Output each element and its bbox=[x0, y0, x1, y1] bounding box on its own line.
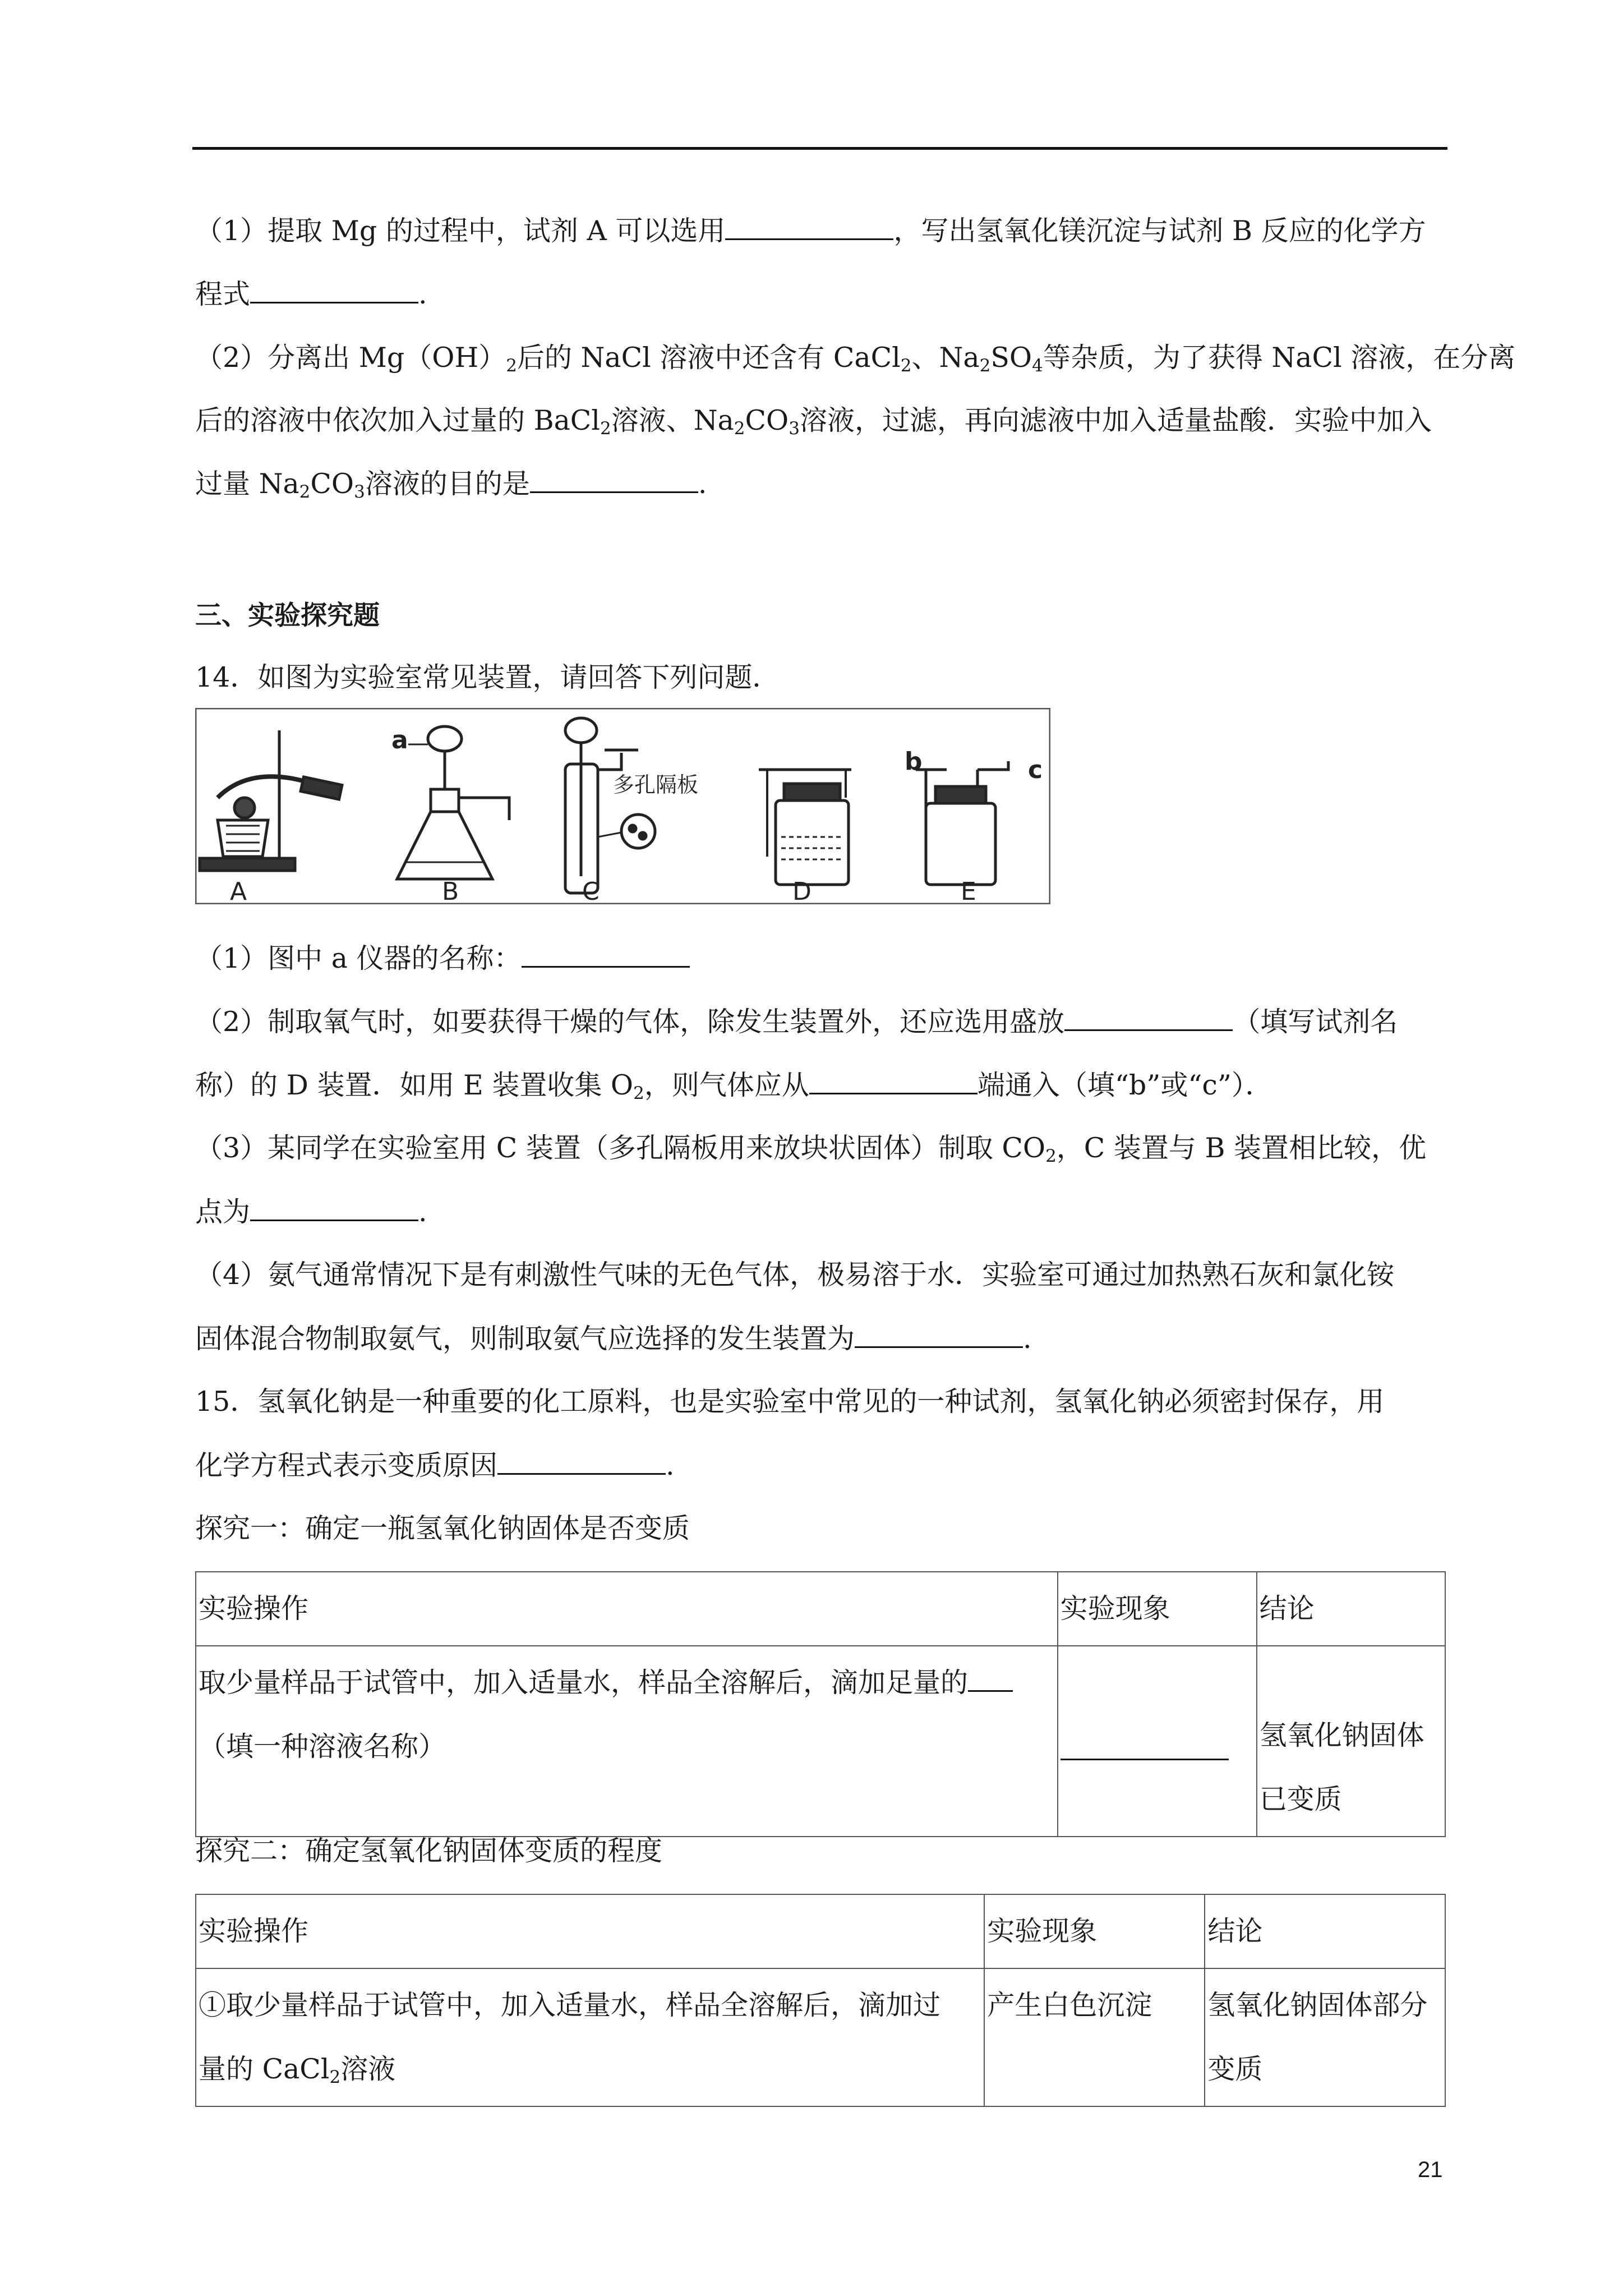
table-cell-phenomenon: 产生白色沉淀 bbox=[984, 1968, 1205, 2106]
q14-sub1: （1）图中 a 仪器的名称： bbox=[195, 941, 1449, 976]
table-header: 实验现象 bbox=[1058, 1572, 1257, 1646]
answer-blank[interactable] bbox=[530, 467, 698, 493]
explore1-title: 探究一：确定一瓶氢氧化钠固体是否变质 bbox=[195, 1512, 690, 1544]
apparatus-label: B bbox=[442, 877, 459, 904]
q15-stem-line1: 15．氢氧化钠是一种重要的化工原料，也是实验室中常见的一种试剂，氢氧化钠必须密封保存，用 bbox=[195, 1386, 1385, 1418]
q14-stem: 14．如图为实验室常见装置，请回答下列问题． bbox=[195, 661, 780, 693]
apparatus-label: A bbox=[230, 877, 247, 904]
table-header: 实验操作 bbox=[196, 1572, 1058, 1646]
answer-blank[interactable] bbox=[250, 277, 418, 303]
q15-stem-line2: 化学方程式表示变质原因 . bbox=[195, 1450, 675, 1481]
apparatus-label: C bbox=[582, 877, 600, 904]
table-header: 实验现象 bbox=[984, 1894, 1205, 1968]
table-cell-operation: 取少量样品于试管中，加入适量水，样品全溶解后，滴加足量的 （填一种溶液名称） bbox=[196, 1646, 1058, 1837]
apparatus-label: E bbox=[961, 877, 976, 904]
q13-part2-line2: 后的溶液中依次加入过量的 BaCl$_2$溶液、$Na_2CO_3$溶液，过滤，再向滤液中加入适量盐酸．实验中加入 bbox=[195, 404, 1432, 439]
answer-blank[interactable] bbox=[250, 1195, 418, 1221]
apparatus-figure bbox=[195, 708, 1050, 904]
q13-part1-line1: （1）提取 Mg 的过程中，试剂 A 可以选用 ，写出氢氧化镁沉淀与试剂 B 反应的化学方 bbox=[195, 215, 1426, 247]
explore2-title: 探究二：确定氢氧化钠固体变质的程度 bbox=[195, 1835, 663, 1867]
label-a: a bbox=[391, 726, 408, 754]
table-header: 实验操作 bbox=[196, 1894, 984, 1968]
q13-part2-line3: 过量 $Na_2CO_3$溶液的目的是 . bbox=[195, 468, 707, 502]
table-cell-conclusion: 氢氧化钠固体部分 变质 bbox=[1205, 1968, 1445, 2106]
answer-blank[interactable] bbox=[522, 941, 690, 968]
q13-part2-line1: （2）分离出 $Mg(OH)_2$后的 NaCl 溶液中还含有 CaCl$_2$、$Na_2SO_4$等杂质，为了获得 NaCl 溶液，在分离 bbox=[195, 342, 1516, 376]
label-b: b bbox=[905, 747, 923, 776]
q13-part1-line2: 程式 . bbox=[195, 278, 427, 310]
table-cell-conclusion: 氢氧化钠固体 已变质 bbox=[1257, 1646, 1445, 1837]
answer-blank[interactable] bbox=[855, 1322, 1023, 1348]
answer-blank[interactable] bbox=[497, 1448, 666, 1475]
answer-blank[interactable] bbox=[1061, 1734, 1229, 1760]
section-heading: 三、实验探究题 bbox=[195, 600, 380, 631]
q14-sub4-line1: （4）氨气通常情况下是有刺激性气味的无色气体，极易溶于水．实验室可通过加热熟石灰和氯化铵 bbox=[195, 1259, 1395, 1291]
answer-blank[interactable] bbox=[725, 214, 893, 240]
q14-sub3-line1: （3）某同学在实验室用 C 装置（多孔隔板用来放块状固体）制取 $CO_2$，C 装置与 B 装置相比较，优 bbox=[195, 1132, 1427, 1166]
explore1-table bbox=[195, 1571, 1446, 1837]
apparatus-label: D bbox=[792, 877, 811, 904]
answer-blank[interactable] bbox=[968, 1665, 1013, 1692]
q14-sub2-line1: （2）制取氧气时，如要获得干燥的气体，除发生装置外，还应选用盛放 （填写试剂名 bbox=[195, 1006, 1398, 1038]
answer-blank[interactable] bbox=[809, 1068, 978, 1094]
table-cell-phenomenon bbox=[1058, 1646, 1257, 1837]
q14-sub3-line2: 点为 . bbox=[195, 1196, 427, 1228]
table-cell-operation: ①取少量样品于试管中，加入适量水，样品全溶解后，滴加过 量的 CaCl$_2$溶液 bbox=[196, 1968, 984, 2106]
answer-blank[interactable] bbox=[1064, 1005, 1233, 1031]
page-number: 21 bbox=[1418, 2157, 1443, 2182]
explore2-table bbox=[195, 1894, 1446, 2107]
q14-sub2-line2: 称）的 D 装置．如用 E 装置收集 $O_2$，则气体应从 端通入（填“b”或“c”）． bbox=[195, 1069, 1273, 1103]
q14-sub4-line2: 固体混合物制取氨气，则制取氨气应选择的发生装置为 . bbox=[195, 1323, 1032, 1355]
table-header: 结论 bbox=[1205, 1894, 1445, 1968]
table-header: 结论 bbox=[1257, 1572, 1445, 1646]
label-c: c bbox=[1028, 756, 1043, 784]
label-porous-plate: 多孔隔板 bbox=[613, 772, 699, 797]
header-rule bbox=[192, 147, 1447, 150]
